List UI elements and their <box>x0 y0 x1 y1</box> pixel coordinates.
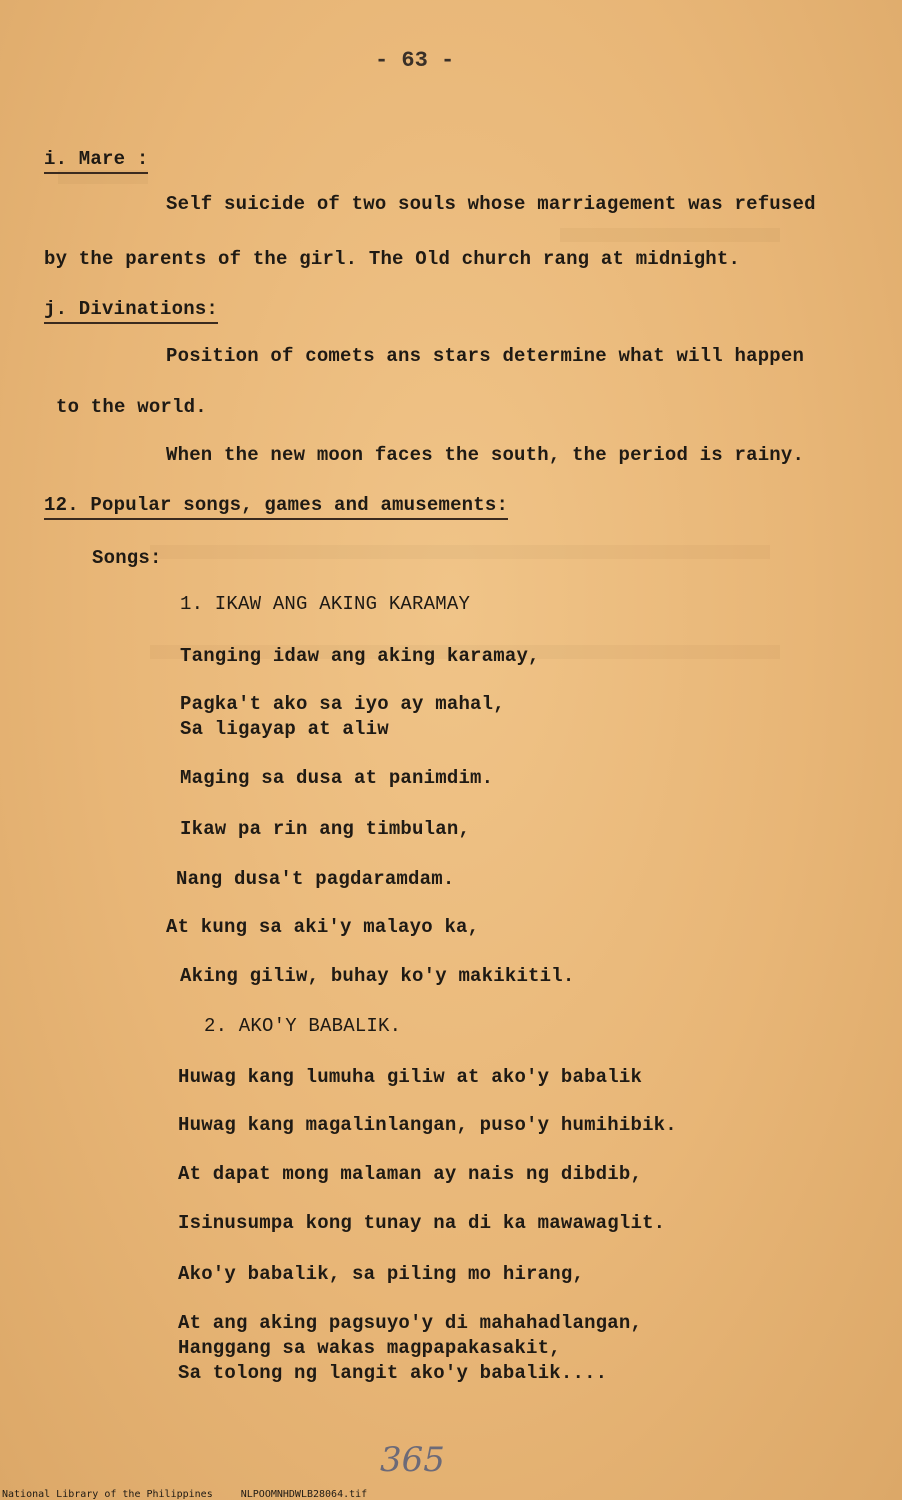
song-1-line: Pagka't ako sa iyo ay mahal, <box>180 693 505 715</box>
song-1-title: 1. IKAW ANG AKING KARAMAY <box>180 593 471 615</box>
footer-file: NLPOOMNHDWLB28064.tif <box>240 1489 368 1500</box>
section-i-line-1: Self suicide of two souls whose marriagement was refused <box>166 193 816 215</box>
scan-footer <box>2 1489 389 1500</box>
song-1-line: Tanging idaw ang aking karamay, <box>180 645 540 667</box>
section-j-line-3: When the new moon faces the south, the period is rainy. <box>166 444 805 466</box>
song-2-line: Ako'y babalik, sa piling mo hirang, <box>178 1263 585 1285</box>
section-i-heading: i. Mare : <box>44 148 148 174</box>
song-1-line: Ikaw pa rin ang timbulan, <box>180 818 471 840</box>
song-1-line: Nang dusa't pagdaramdam. <box>176 868 455 890</box>
section-j-line-1: Position of comets ans stars determine what will happen <box>166 345 805 367</box>
footer-library: National Library of the Philippines <box>2 1489 213 1500</box>
song-1-line: At kung sa aki'y malayo ka, <box>166 916 480 938</box>
section-j-heading: j. Divinations: <box>44 298 218 324</box>
section-12-heading: 12. Popular songs, games and amusements: <box>44 494 508 520</box>
section-i-line-2: by the parents of the girl. The Old church rang at midnight. <box>44 248 741 270</box>
handwritten-page-number: 365 <box>380 1440 445 1480</box>
song-2-line: Sa tolong ng langit ako'y babalik.... <box>178 1362 608 1384</box>
songs-label: Songs: <box>92 547 162 569</box>
song-1-line: Aking giliw, buhay ko'y makikitil. <box>180 965 575 987</box>
song-2-title: 2. AKO'Y BABALIK. <box>204 1015 402 1037</box>
song-2-line: At ang aking pagsuyo'y di mahahadlangan, <box>178 1312 643 1334</box>
song-1-line: Sa ligayap at aliw <box>180 718 389 740</box>
page-number: - 63 - <box>375 48 455 73</box>
song-2-line: Isinusumpa kong tunay na di ka mawawaglit. <box>178 1212 666 1234</box>
song-2-line: At dapat mong malaman ay nais ng dibdib, <box>178 1163 643 1185</box>
section-j-line-2: to the world. <box>56 396 207 418</box>
song-1-line: Maging sa dusa at panimdim. <box>180 767 494 789</box>
song-2-line: Hanggang sa wakas magpapakasakit, <box>178 1337 561 1359</box>
song-2-line: Huwag kang magalinlangan, puso'y humihibik. <box>178 1114 677 1136</box>
song-2-line: Huwag kang lumuha giliw at ako'y babalik <box>178 1066 643 1088</box>
